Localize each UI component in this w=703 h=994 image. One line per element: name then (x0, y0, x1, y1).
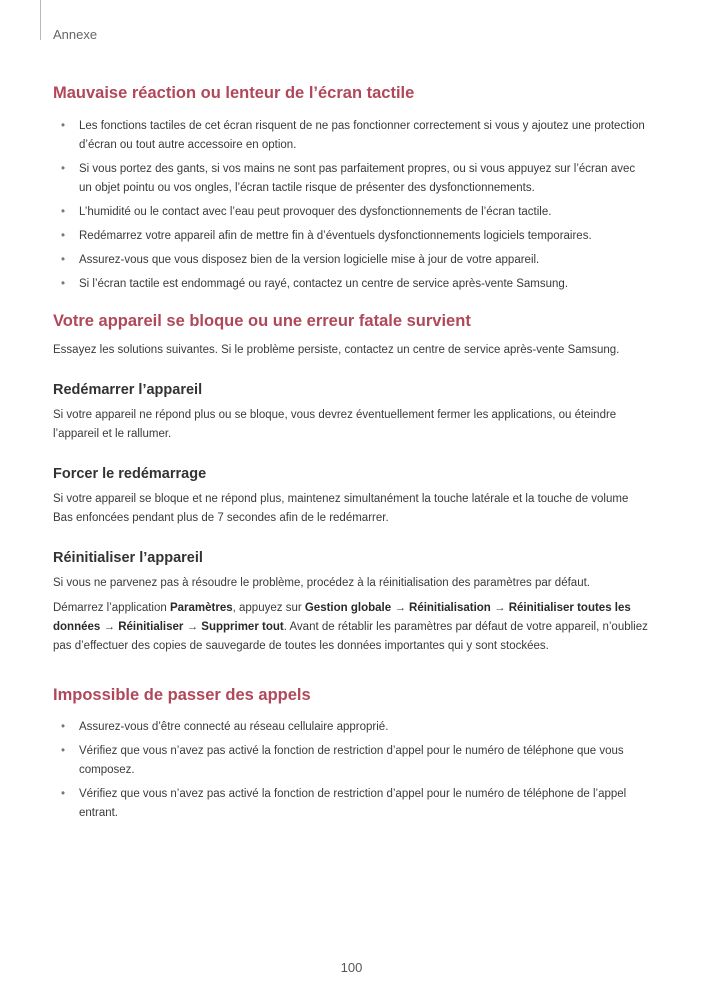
list-item (53, 203, 648, 222)
calls-bullet-list (53, 718, 648, 823)
restart-text: Si votre appareil ne répond plus ou se bloque, vous devrez éventuellement fermer les applications, ou éteindre l’appareil et le rallumer. (53, 409, 617, 440)
reset-instructions-text: , appuyez sur (232, 602, 305, 614)
touchscreen-bullet-list (53, 117, 648, 294)
list-item (53, 251, 648, 270)
list-item-text: Assurez-vous d’être connecté au réseau cellulaire approprié. (79, 721, 389, 733)
bullet-icon: • (61, 230, 66, 242)
section-title-device-freeze: Votre appareil se bloque ou une erreur fatale survient (53, 312, 471, 330)
list-item (53, 117, 648, 155)
bullet-icon: • (61, 163, 66, 175)
menu-path-reset: Réinitialisation (409, 602, 491, 614)
list-item-text: Si vous portez des gants, si vos mains ne sont pas parfaitement propres, ou si vous appuyez sur l’écran avec un objet pointu ou vos ongles, l’écran tactile risque de présenter des dysfonctionnements. (79, 163, 636, 194)
bullet-icon: • (61, 206, 66, 218)
bullet-icon: • (61, 278, 66, 290)
subsection-title-reset: Réinitialiser l’appareil (53, 550, 203, 566)
list-item (53, 160, 648, 198)
reset-instructions-text: . Avant de rétablir les paramètres par défaut de votre appareil, n’oubliez pas d’effectuer des copies de sauvegarde de toutes les données importantes qui y sont stockées. (53, 621, 648, 652)
list-item (53, 742, 648, 780)
page-number: 100 (340, 960, 363, 975)
list-item-text: Les fonctions tactiles de cet écran risquent de ne pas fonctionner correctement si vous y ajoutez une protection d’écran ou tout autre accessoire en option. (79, 120, 645, 151)
list-item (53, 227, 648, 246)
arrow-right-icon: → (100, 621, 119, 633)
list-item (53, 785, 648, 823)
menu-path-general-management: Gestion globale (304, 602, 392, 614)
list-item (53, 718, 648, 737)
bullet-icon: • (61, 721, 66, 733)
settings-app-name: Paramètres (169, 602, 233, 614)
menu-path-delete-all: Supprimer tout (201, 621, 284, 633)
reset-instructions (53, 599, 648, 656)
page-content (53, 84, 648, 828)
section-title-calls: Impossible de passer des appels (53, 686, 311, 704)
list-item-text: L’humidité ou le contact avec l’eau peut provoquer des dysfonctionnements de l’écran tactile. (79, 206, 552, 218)
list-item-text: Redémarrez votre appareil afin de mettre fin à d’éventuels dysfonctionnements logiciels temporaires. (79, 230, 592, 242)
bullet-icon: • (61, 788, 66, 800)
list-item-text: Si l’écran tactile est endommagé ou rayé, contactez un centre de service après-vente Samsung. (79, 278, 569, 290)
menu-path-factory-data-reset: Réinitialiser toutes les données (53, 602, 631, 633)
section-title-touchscreen: Mauvaise réaction ou lenteur de l’écran tactile (53, 84, 415, 102)
list-item-text: Vérifiez que vous n’avez pas activé la fonction de restriction d’appel pour le numéro de téléphone de l’appel entrant. (79, 788, 627, 819)
arrow-right-icon: → (391, 602, 410, 614)
margin-rule (40, 0, 41, 40)
subsection-title-restart: Redémarrer l’appareil (53, 382, 203, 398)
bullet-icon: • (61, 745, 66, 757)
menu-path-reset-button: Réinitialiser (118, 621, 184, 633)
running-header: Annexe (53, 27, 98, 42)
reset-instructions-text: Démarrez l’application (53, 602, 170, 614)
reset-text: Si vous ne parvenez pas à résoudre le problème, procédez à la réinitialisation des paramètres par défaut. (53, 577, 590, 589)
force-restart-text: Si votre appareil se bloque et ne répond plus, maintenez simultanément la touche latérale et la touche de volume Bas enfoncées pendant plus de 7 secondes afin de le redémarrer. (53, 493, 629, 524)
arrow-right-icon: → (490, 602, 509, 614)
device-freeze-intro: Essayez les solutions suivantes. Si le problème persiste, contactez un centre de service après-vente Samsung. (53, 344, 620, 356)
list-item (53, 275, 648, 294)
bullet-icon: • (61, 254, 66, 266)
subsection-title-force-restart: Forcer le redémarrage (53, 466, 207, 482)
arrow-right-icon: → (183, 621, 202, 633)
list-item-text: Vérifiez que vous n’avez pas activé la fonction de restriction d’appel pour le numéro de téléphone que vous composez. (79, 745, 624, 776)
list-item-text: Assurez-vous que vous disposez bien de la version logicielle mise à jour de votre appareil. (79, 254, 540, 266)
bullet-icon: • (61, 120, 66, 132)
